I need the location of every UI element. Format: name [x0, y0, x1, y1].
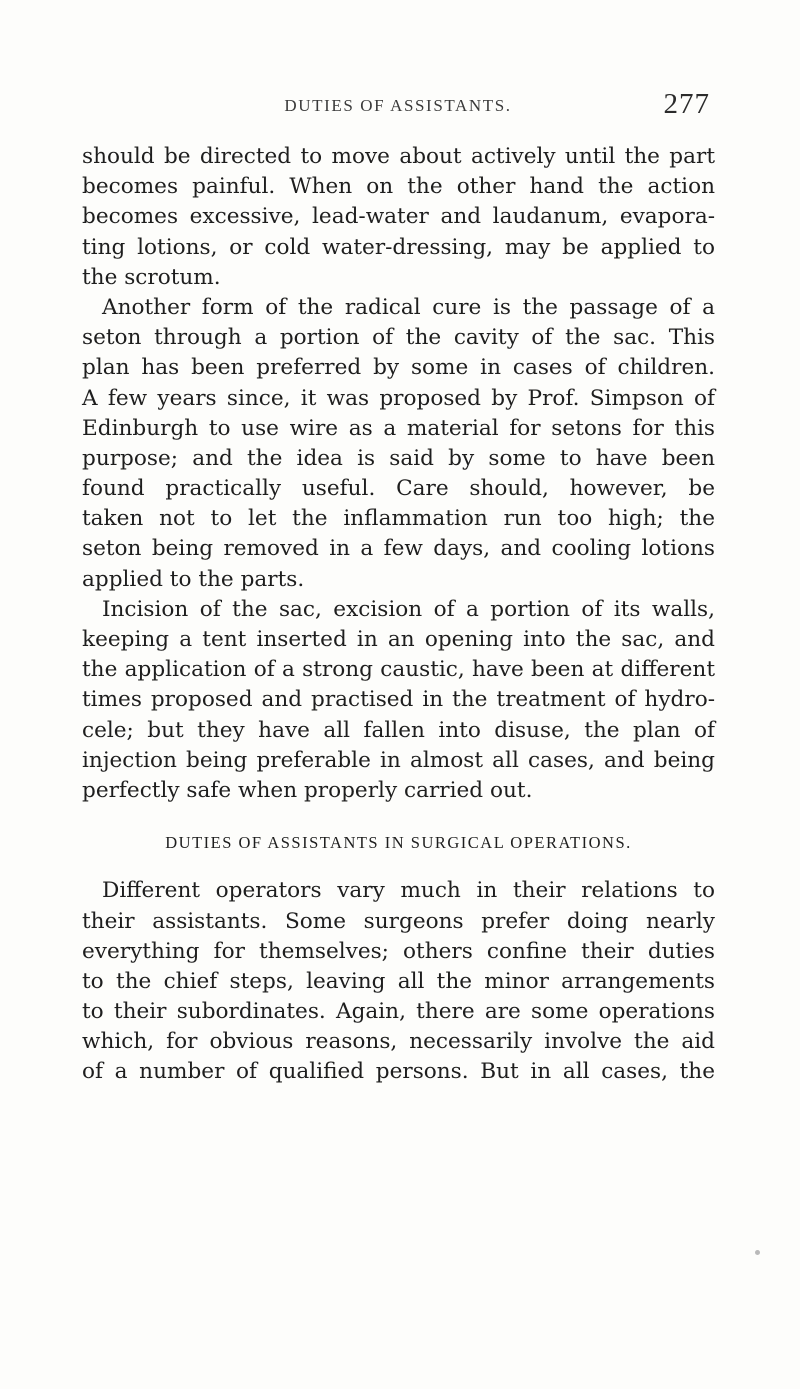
text-line: plan has been preferred by some in cases of children. [82, 355, 715, 381]
text-line: times proposed and practised in the treatment of hydro- [82, 687, 715, 713]
text-line: seton being removed in a few days, and cooling lotions [82, 536, 715, 562]
paragraph-radical-cure [82, 293, 715, 595]
text-line: ting lotions, or cold water-dressing, may be applied to [82, 234, 715, 260]
text-line: everything for themselves; others confine their duties [82, 938, 715, 964]
running-title: DUTIES OF ASSISTANTS. [284, 96, 512, 115]
text-line: Different operators vary much in their relations to [102, 878, 715, 904]
section-heading: DUTIES OF ASSISTANTS IN SURGICAL OPERATIONS. [165, 833, 632, 853]
paragraph-operators [82, 876, 715, 1087]
text-line: becomes excessive, lead-water and laudanum, evapora- [82, 204, 715, 230]
text-line: of a number of qualified persons. But in all cases, the [82, 1059, 715, 1085]
text-line: injection being preferable in almost all cases, and being [82, 747, 715, 773]
text-line: Incision of the sac, excision of a portion of its walls, [102, 596, 715, 622]
text-line: Edinburgh to use wire as a material for setons for this [82, 415, 715, 441]
text-line: the scrotum. [82, 264, 221, 290]
text-line: Another form of the radical cure is the passage of a [102, 294, 715, 320]
paragraph-continuation [82, 142, 715, 293]
paragraph-incision [82, 595, 715, 806]
body-text [82, 142, 715, 1088]
text-line: found practically useful. Care should, however, be [82, 476, 715, 502]
text-line: keeping a tent inserted in an opening into the sac, and [82, 627, 715, 652]
margin-speck [755, 1250, 760, 1255]
text-line: should be directed to move about actively until the part [82, 144, 715, 169]
text-line: taken not to let the inflammation run too high; the [82, 506, 715, 532]
text-line: purpose; and the idea is said by some to have been [82, 445, 715, 471]
text-line: to the chief steps, leaving all the minor arrangements [82, 968, 715, 994]
text-line: to their subordinates. Again, there are some operations [82, 999, 715, 1025]
page-number: 277 [663, 88, 710, 120]
text-line: perfectly safe when properly carried out. [82, 777, 533, 803]
text-line: applied to the parts. [82, 566, 305, 592]
text-line: cele; but they have all fallen into disuse, the plan of [82, 717, 715, 743]
text-line: which, for obvious reasons, necessarily involve the aid [82, 1029, 715, 1055]
text-line: becomes painful. When on the other hand the action [82, 174, 715, 200]
text-line: their assistants. Some surgeons prefer doing nearly [82, 908, 715, 934]
text-line: seton through a portion of the cavity of the sac. This [82, 325, 715, 351]
text-line: A few years since, it was proposed by Prof. Simpson of [82, 385, 715, 411]
text-line: the application of a strong caustic, have been at different [82, 657, 715, 683]
running-head [82, 88, 714, 134]
